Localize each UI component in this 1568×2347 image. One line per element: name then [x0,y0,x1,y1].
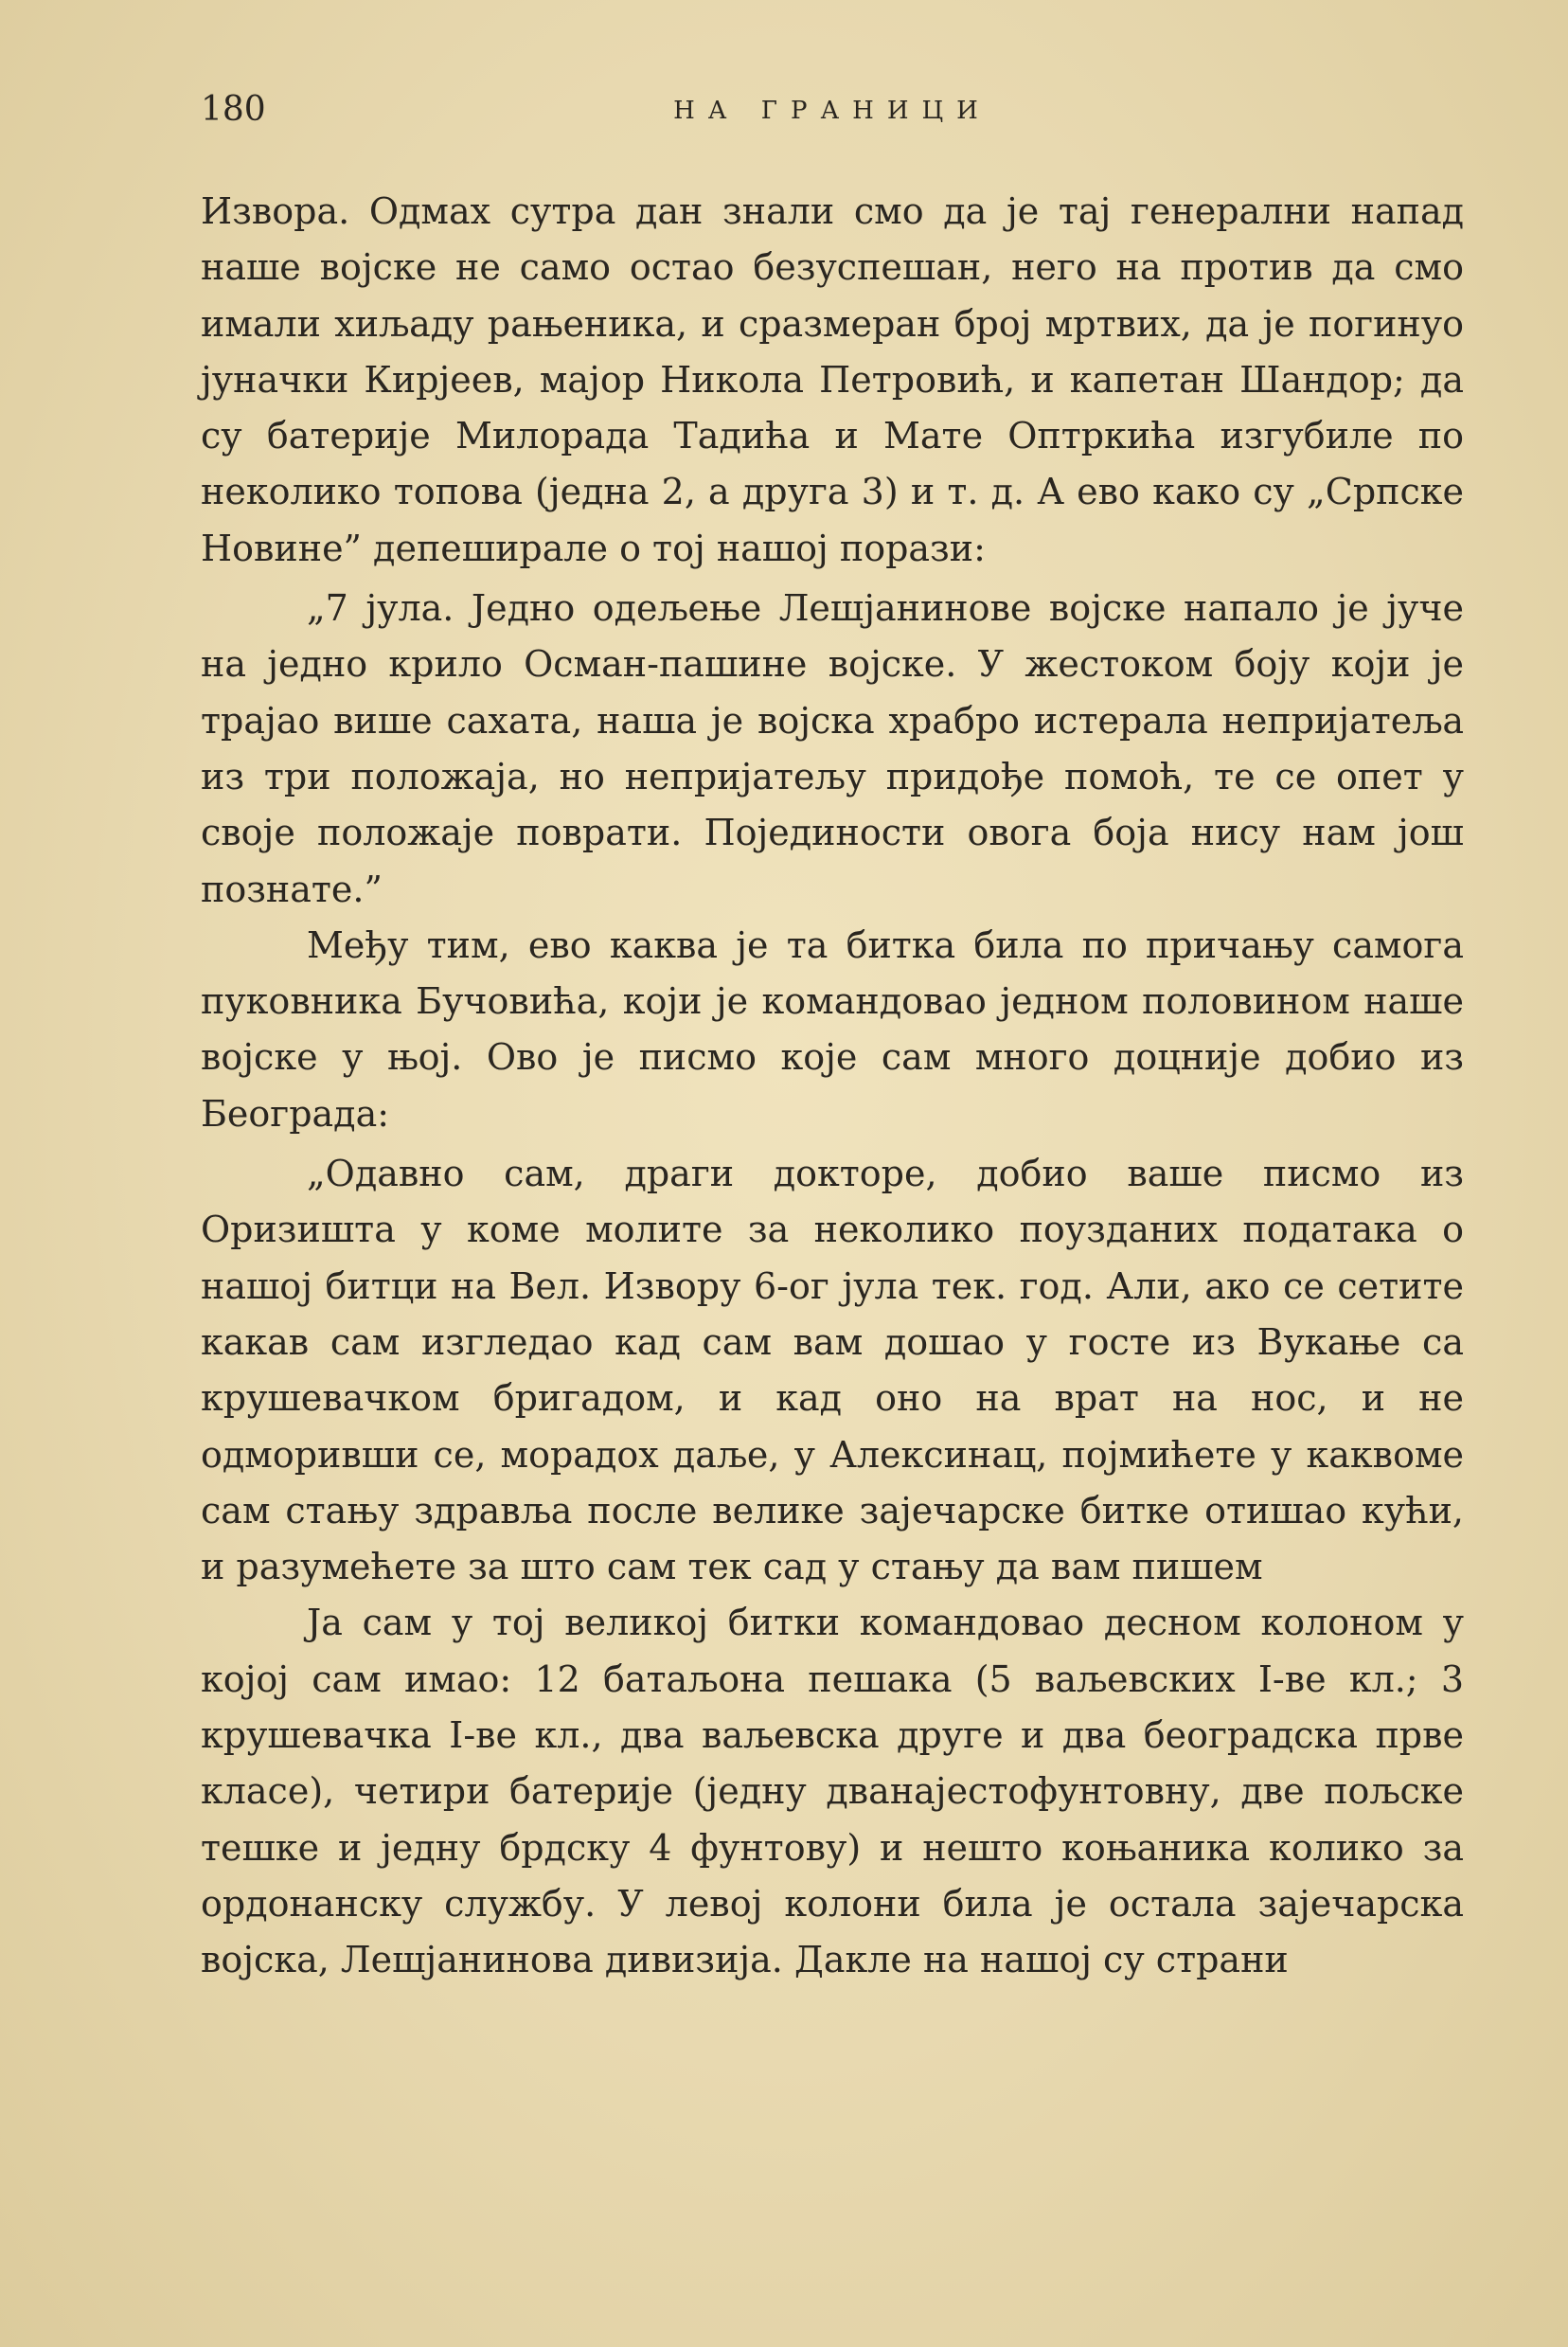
paragraph: „7 јула. Једно одељење Лешјанинове војске напало је јуче на једно крило Осман-пашине војске. У жестоком боју који је трајао више сахата, наша је војска храбро истерала непријатеља из три положаја, но непријатељу придође помоћ, те се опет у своје положаје поврати. Појединости овога боја нису нам још познате.” [201,587,1464,910]
paragraph: Међу тим, ево каква је та битка била по причању самога пуковника Бучовића, који је командовао једном половином наше војске у њој. Ово је писмо које сам много доцније добио из Београда: [201,923,1464,1135]
page-header [201,91,1464,129]
running-title: НА ГРАНИЦИ [673,97,991,125]
body-text [201,184,1464,1989]
paragraph: Извора. Одмах сутра дан знали смо да је тај генерални напад наше војске не само остао безуспешан, него на против да смо имали хиљаду рањеника, и сразмеран број мртвих, да је погинуо јуначки Кирјеев, мајор Никола Петровић, и капетан Шандор; да су батерије Милорада Тадића и Мате Оптркића изгубиле по неколико топова (једна 2, а друга 3) и т. д. А ево како су „Српске Новине” депеширале о тој нашој порази: [201,190,1464,569]
page-number: 180 [201,90,266,129]
paragraph: Ја сам у тој великој битки командовао десном колоном у којој сам имао: 12 батаљона пешака (5 ваљевских I-ве кл.; 3 крушевачка I-ве кл., два ваљевска друге и два београдска прве класе), четири батерије (једну дванајестофунтовну, две пољске тешке и једну брдску 4 фунтову) и нешто коњаника колико за ордонанску службу. У левој колони била је остала зајечарска војска, Лешјанинова дивизија. Дакле на нашој су страни [201,1602,1464,1981]
paragraph: „Одавно сам, драги докторе, добио ваше писмо из Оризишта у коме молите за неколико поузданих података о нашој битци на Вел. Извору 6-ог јула тек. год. Али, ако се сетите какав сам изгледао кад сам вам дошао у госте из Вукање са крушевачком бригадом, и кад оно на врат на нос, и не одморивши се, морадох даље, у Алексинац, појмићете у каквоме сам стању здравља после велике зајечарске битке отишао кући, и разумећете за што сам тек сад у стању да вам пишем [201,1153,1464,1588]
